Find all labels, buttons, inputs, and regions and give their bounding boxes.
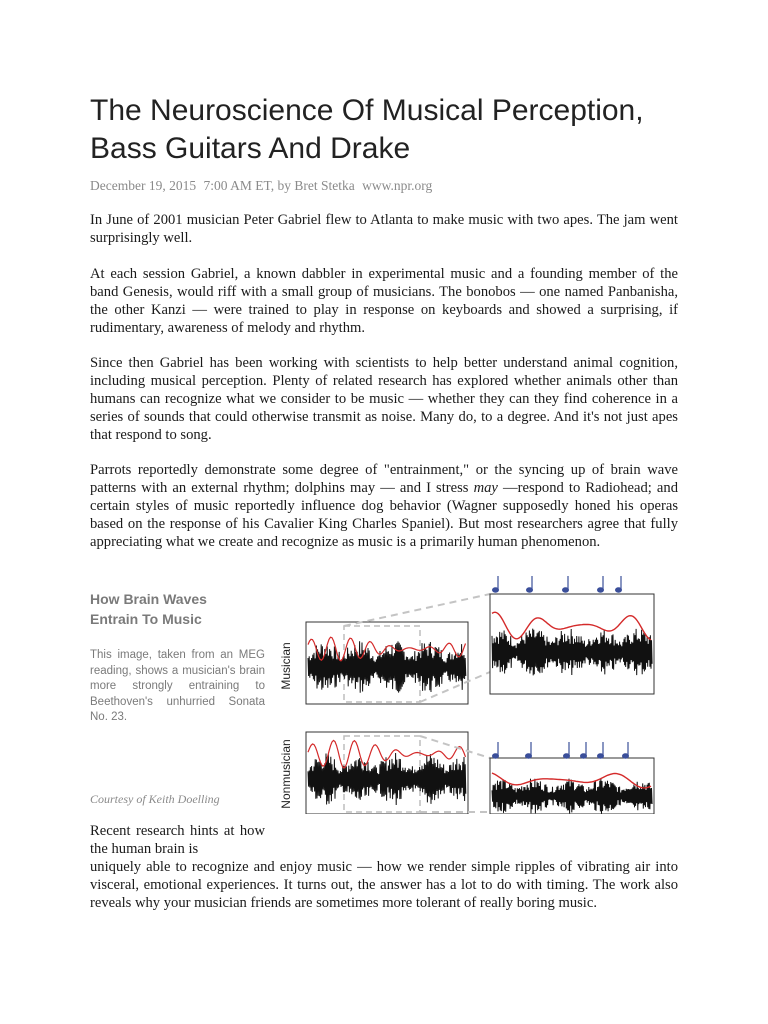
note-head: [581, 754, 587, 758]
note-head: [598, 754, 604, 758]
figure-title: How Brain Waves Entrain To Music: [90, 591, 207, 627]
source-link[interactable]: www.npr.org: [362, 178, 433, 193]
note-head: [493, 588, 499, 592]
note-head: [564, 754, 570, 758]
musician-notes: [493, 576, 622, 592]
publish-date: December 19, 2015: [90, 178, 197, 193]
note-head: [527, 588, 533, 592]
nonmusician-notes: [493, 742, 629, 758]
note-head: [563, 588, 569, 592]
article-title: The Neuroscience Of Musical Perception, Bass Guitars And Drake: [90, 94, 644, 165]
note-head: [616, 588, 622, 592]
nonmusician-label: Nonmusician: [279, 739, 293, 809]
note-head: [623, 754, 629, 758]
note-head: [598, 588, 604, 592]
musician-label: Musician: [279, 642, 293, 690]
paragraph-4-after: —respond to Radiohead; and certain styles of music reportedly influence dog behavior (Wagner supposedly honed his operas based on the response of his Cavalier King Charles Spaniel). But most researchers agree that fully appreciating what we create and recognize as music is a primarily human phenomenon.: [90, 480, 679, 550]
closing-paragraph-wrap: Recent research hints at how the human brain is: [90, 823, 265, 857]
paragraph-4-before: Parrots reportedly demonstrate some degree of "entrainment," or the syncing up of brain wave patterns with an external rhythm; dolphins may — and I stress: [90, 462, 678, 496]
paragraph-4: [90, 461, 678, 551]
byline: [90, 178, 436, 194]
paragraph-4-emphasis: may: [473, 480, 498, 496]
nonmusician-panel: [279, 732, 654, 814]
publish-time-author: 7:00 AM ET, by Bret Stetka: [203, 178, 355, 193]
meg-figure: [272, 574, 664, 814]
note-head: [493, 754, 499, 758]
note-head: [526, 754, 532, 758]
paragraph-2: At each session Gabriel, a known dabbler in experimental music and a founding member of the band Genesis, would riff with a small group of musicians. The bonobos — one named Panbanisha, the other Kanzi — were trained to play in response on keyboards and showed a surprising, if rudimentary, awareness of melody and rhythm.: [90, 266, 678, 336]
musician-panel: [279, 576, 654, 704]
figure-credit: Courtesy of Keith Doelling: [90, 792, 220, 806]
paragraph-3: Since then Gabriel has been working with scientists to help better understand animal cognition, including musical perception. Plenty of related research has explored whether animals other than humans can recognize what we consider to be music — whether they can they find coherence in a series of sounds that could otherwise transmit as noise. Many do, to a degree. And it's not just apes that respond to song.: [90, 355, 678, 443]
closing-paragraph: uniquely able to recognize and enjoy music — how we render simple ripples of vibrating air into visceral, emotional experiences. It turns out, the answer has a lot to do with timing. The work also reveals why your musician friends are sometimes more tolerant of really boring music.: [90, 859, 678, 911]
figure-caption: This image, taken from an MEG reading, shows a musician's brain more strongly entraining to Beethoven's unhurried Sonata No. 23.: [90, 649, 265, 724]
paragraph-1: In June of 2001 musician Peter Gabriel flew to Atlanta to make music with two apes. The jam went surprisingly well.: [90, 212, 678, 246]
